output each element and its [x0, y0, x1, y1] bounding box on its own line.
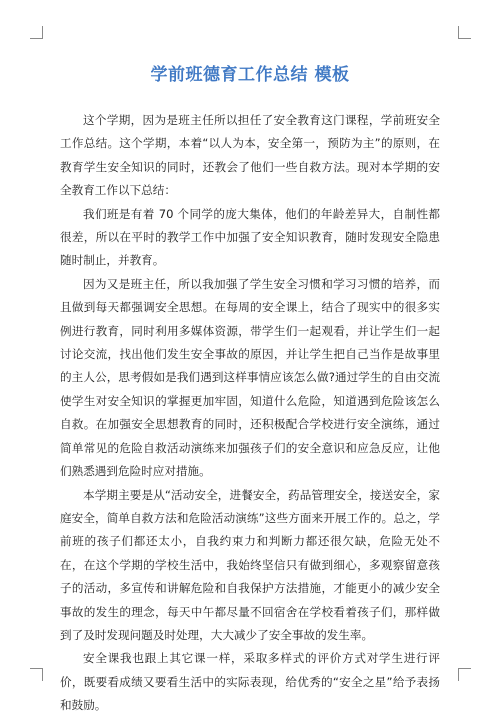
crop-mark-bottom-right [458, 668, 471, 681]
paragraph-3: 因为又是班主任，所以我加强了学生安全习惯和学习习惯的培养，而且做到每天都强调安全思想。在每周的安全课上，结合了现实中的很多实例进行教育，同时利用多媒体资源，带学生们一起观看，并让学生们一起讨论交流，找出他们发生安全事故的原因，并让学生把自己当作是故事里的主人公，思考假如是我们遇到这样事情应该怎么做?通过学生的自由交流使学生对安全知识的掌握更加牢固，知道什么危险，知道遇到危险该怎么自救。在加强安全思想教育的同时，还积极配合学校进行安全演练，通过简单常见的危险自救活动演练来加强孩子们的安全意识和应急反应，让他们熟悉遇到危险时应对措施。 [60, 276, 440, 479]
paragraph-4: 本学期主要是从“活动安全，进餐安全，药品管理安全，接送安全，家庭安全，简单自救方法和危险活动演练”这些方面来开展工作的。总之，学前班的孩子们都还太小，自我约束力和判断力都还很欠缺，危险无处不在，在这个学期的学校生活中，我始终坚信只有做到细心，多观察留意孩子的活动，多宣传和讲解危险和自我保护方法措施，才能更小的减少安全事故的发生的理念，每天中午都尽量不回宿舍在学校看着孩子们，那样做到了及时发现问题及时处理，大大减少了安全事故的发生率。 [60, 487, 440, 642]
paragraph-1: 这个学期，因为是班主任所以担任了安全教育这门课程，学前班安全工作总结。这个学期，本着“以人为本，安全第一，预防为主”的原则，在教育学生安全知识的同时，还教会了他们一些自救方法。现对本学期的安全教育工作以下总结： [60, 113, 440, 198]
paragraph-2: 我们班是有着 70 个同学的庞大集体，他们的年龄差异大，自制性都很差，所以在平时的教学工作中加强了安全知识教育，随时发现安全隐患随时制止，并教育。 [60, 206, 440, 268]
crop-mark-top-left [30, 26, 43, 39]
document-title: 学前班德育工作总结 模板 [150, 65, 350, 85]
paragraph-5: 安全课我也跟上其它课一样，采取多样式的评价方式对学生进行评价，既要看成绩又要看生活中的实际表现，给优秀的“安全之星”给予表扬和鼓励。 [60, 651, 440, 713]
crop-mark-bottom-left [30, 668, 43, 681]
document-body [60, 109, 440, 718]
crop-mark-top-right [458, 26, 471, 39]
